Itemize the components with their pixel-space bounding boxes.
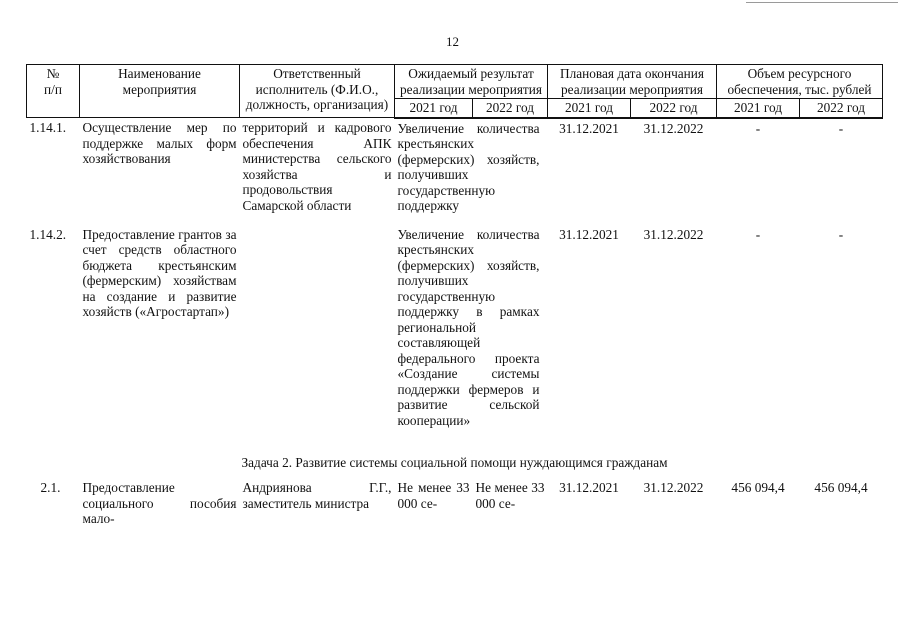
row-executor: Андриянова Г.Г., заместитель министра — [242, 480, 392, 511]
plan-table — [26, 64, 883, 527]
row-result-text: Увеличение количества крестьянских (фермерских) хозяйств, получивших государственную поддержку в рамках региональной составляющей федерального проекта «Создание системы поддержки фермеров и развитие сельской кооперации» — [397, 226, 540, 428]
header-year: 2021 год — [717, 99, 800, 118]
row-name: Осуществление мер по поддержке малых форм хозяйствования — [82, 120, 237, 166]
header-num: № п/п — [27, 65, 80, 118]
row-num: 1.14.1. — [29, 120, 67, 135]
task-row — [27, 449, 883, 477]
row-executor — [240, 225, 395, 449]
row-result — [395, 118, 548, 225]
header-year: 2022 год — [631, 99, 717, 118]
page-number: 12 — [446, 34, 459, 49]
row-date-2021: 31.12.2021 — [559, 226, 619, 242]
row-result-2022: Не менее 33 000 се- — [475, 480, 545, 511]
row-res-2022: 456 094,4 — [814, 480, 868, 495]
row-res-2021: 456 094,4 — [731, 480, 785, 495]
header-year: 2021 год — [395, 99, 473, 118]
header-year: 2022 год — [800, 99, 883, 118]
row-result-2021: Не менее 33 000 се- — [397, 480, 470, 511]
header-executor: Ответственный исполнитель (Ф.И.О., должность, организация) — [240, 65, 395, 118]
header-name: Наименование мероприятия — [80, 65, 240, 118]
header-year: 2021 год — [548, 99, 631, 118]
row-res-2022: - — [838, 226, 844, 242]
header-resources: Объем ресурсного обеспечения, тыс. рублей — [717, 65, 883, 99]
top-rule — [746, 2, 898, 3]
row-date-2021: 31.12.2021 — [559, 120, 619, 136]
table-row — [27, 118, 883, 225]
table-row — [27, 476, 883, 527]
task-heading: Задача 2. Развитие системы социальной помощи нуждающимся гражданам — [241, 454, 668, 470]
row-res-2021: - — [755, 120, 761, 136]
row-date-2022: 31.12.2022 — [643, 226, 704, 242]
row-res-2022: - — [838, 120, 844, 136]
row-num: 2.1. — [40, 480, 61, 495]
header-year: 2022 год — [473, 99, 548, 118]
header-date: Плановая дата окончания реализации мероприятия — [548, 65, 717, 99]
header-row — [27, 65, 883, 99]
row-date-2022: 31.12.2022 — [643, 480, 704, 495]
header-result: Ожидаемый результат реализации мероприятия — [395, 65, 548, 99]
row-result-text: Увеличение количества крестьянских (фермерских) хозяйств, получивших государственную поддержку — [397, 120, 540, 213]
row-name: Предоставление грантов за счет средств областного бюджета крестьянским (фермерским) хозяйствам на создание и развитие хозяйств («Агростартап») — [82, 226, 237, 319]
row-num: 1.14.2. — [29, 226, 67, 242]
row-date-2021: 31.12.2021 — [559, 480, 619, 495]
table-row — [27, 225, 883, 449]
row-date-2022: 31.12.2022 — [643, 120, 704, 136]
row-executor: территорий и кадрового обеспечения АПК министерства сельского хозяйства и продовольствия Самарской области — [242, 120, 392, 213]
row-name: Предоставление социального пособия мало- — [82, 480, 237, 526]
row-res-2021: - — [755, 226, 761, 242]
row-result — [395, 225, 548, 449]
